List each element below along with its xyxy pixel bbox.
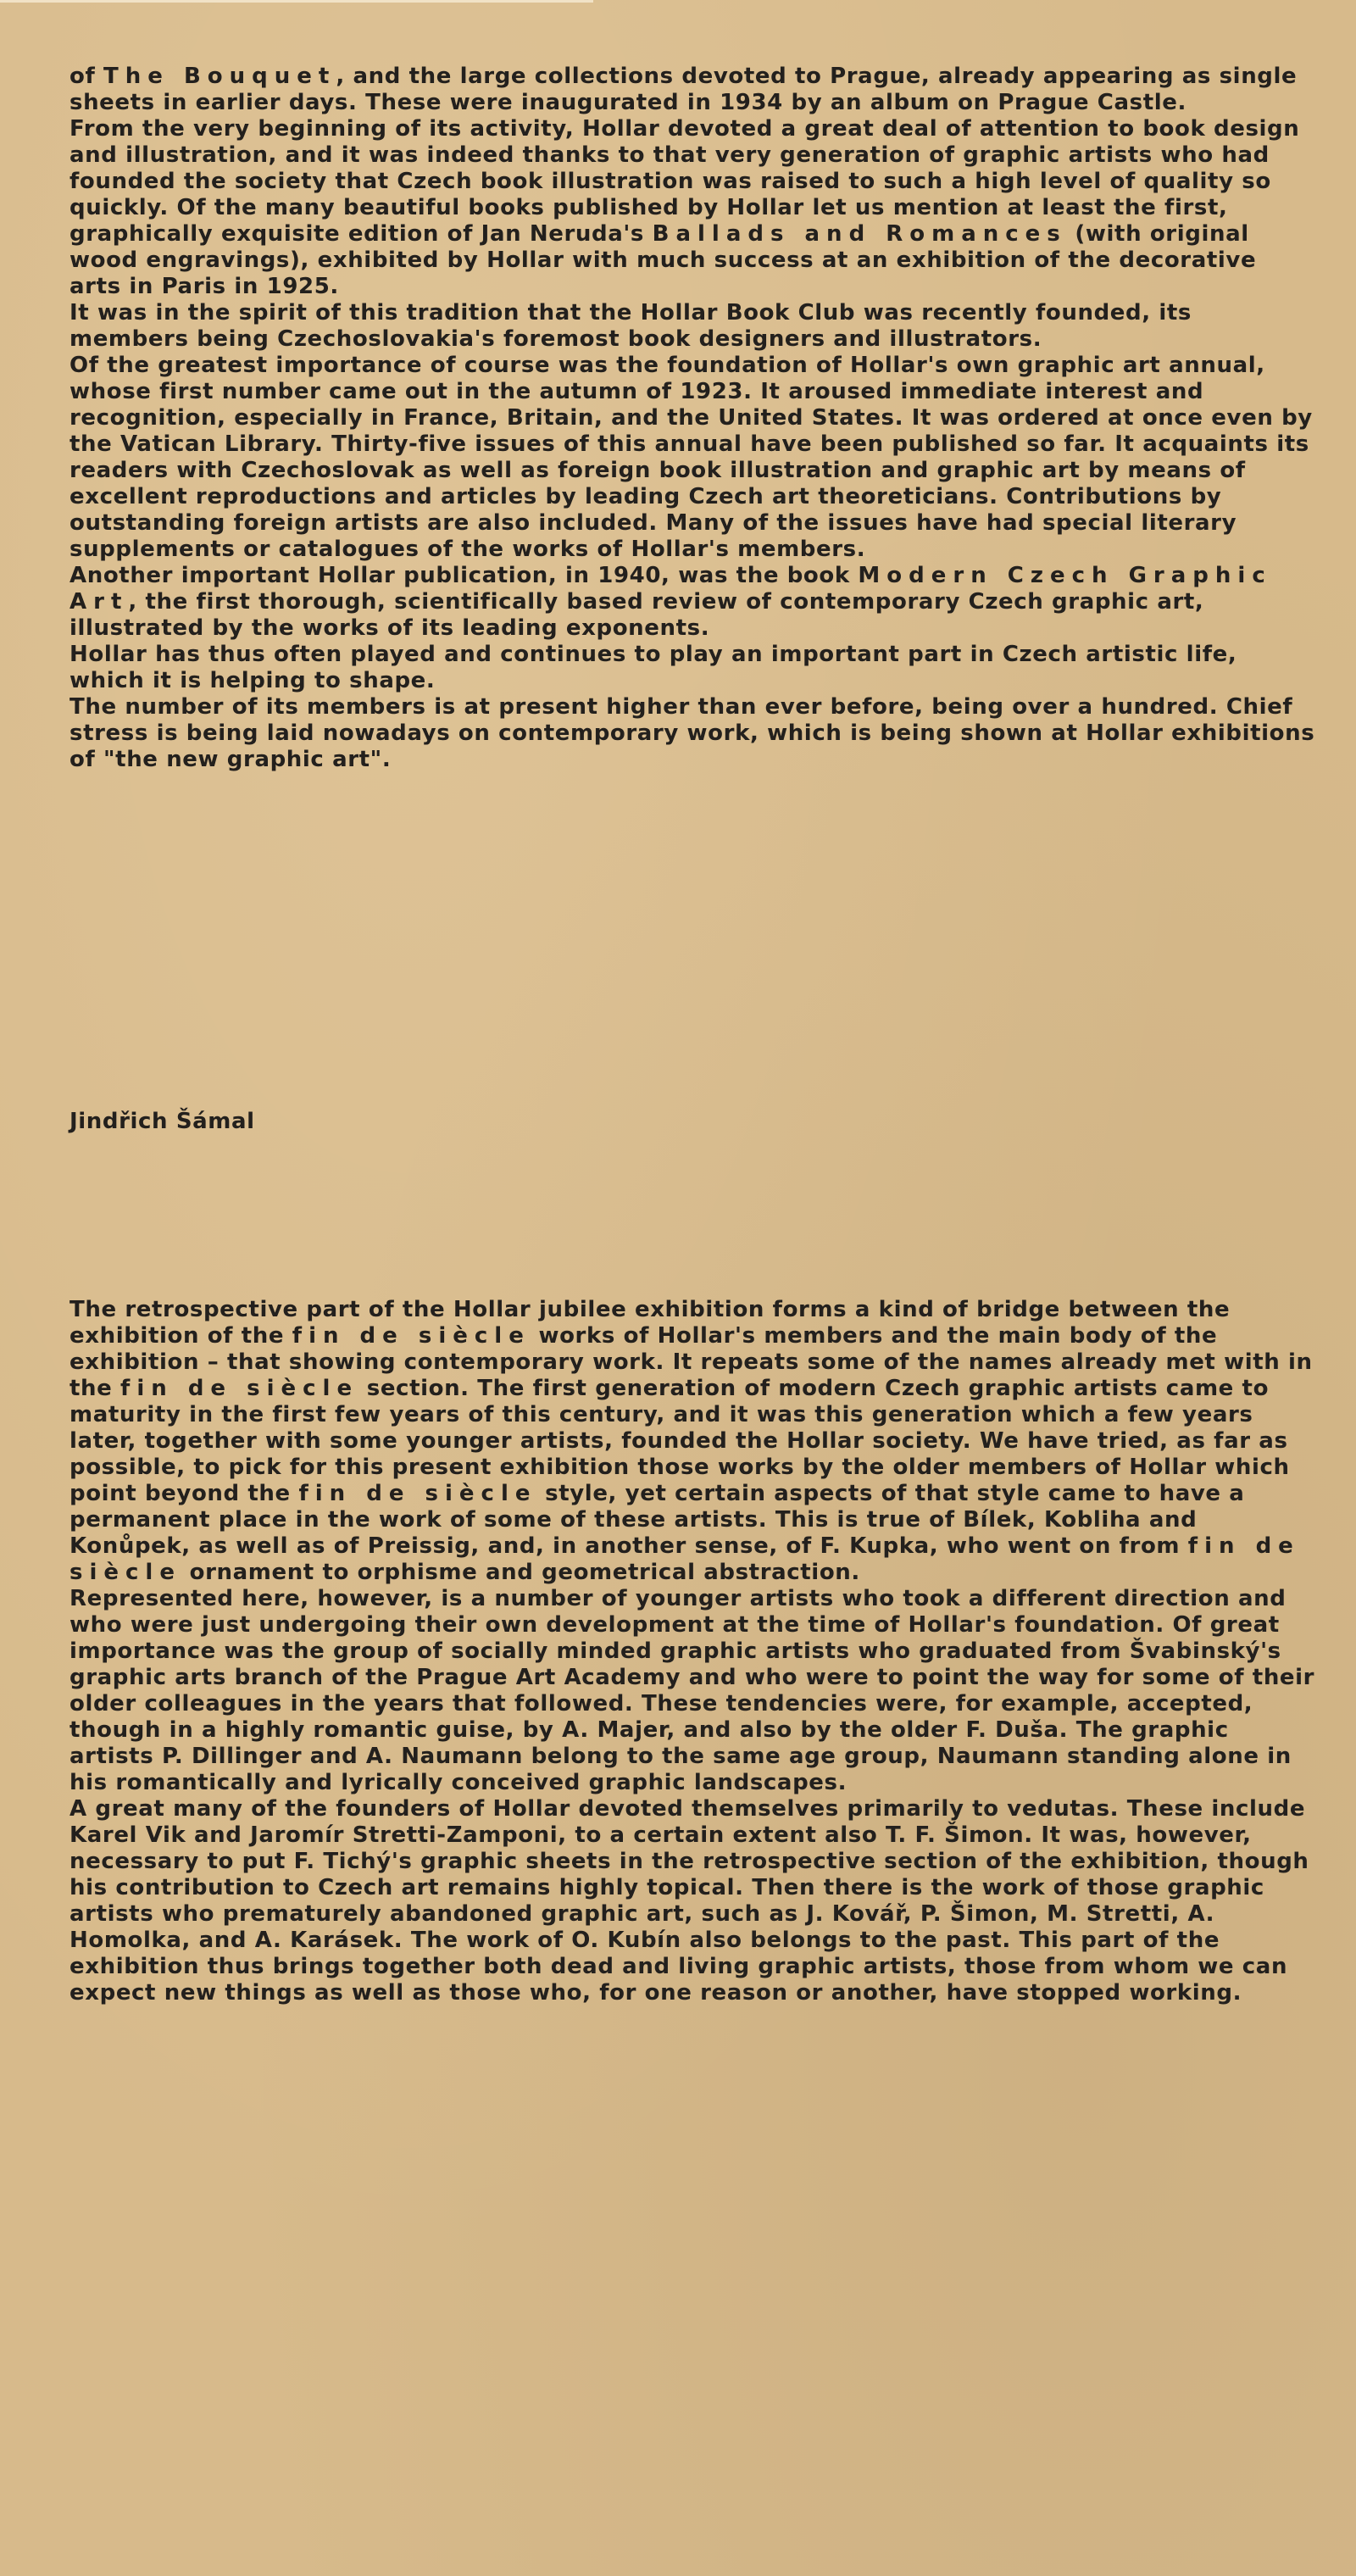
top-edge-rule	[0, 0, 593, 3]
spaced-title: Ballads and Romances	[652, 221, 1067, 247]
text-run: style, yet certain aspects of that style came to have a permanent place in the work of some of these artists. This is true of Bílek, Kobliha and Konůpek, as well as of Preissig, and, in another sense, of F. Kupka, who went on from	[69, 1481, 1245, 1559]
text-run: , and the large collections devoted to Prague, already appearing as single sheets in earlier days. These were inaugurated in 1934 by an album on Prague Castle.	[69, 64, 1298, 115]
spaced-term: fin de siècle	[69, 1533, 1300, 1585]
paragraph	[69, 1297, 1315, 1586]
spaced-title: The Bouquet	[103, 64, 336, 89]
text-run: Another important Hollar publication, in 1940, was the book	[69, 563, 859, 588]
spaced-term: fin de siècle	[292, 1323, 531, 1349]
text-run: The number of its members is at present higher than ever before, being over a hundred. Chief stress is being laid nowadays on contemporary work, which is being shown at Hollar exhibitions of "the new graphic art".	[69, 694, 1315, 772]
text-run: Represented here, however, is a number of younger artists who took a different direction and who were just undergoing their own development at the time of Hollar's foundation. Of great importance was the group of socially minded graphic artists who graduated from Švabinský's graphic arts branch of the Prague Art Academy and who were to point the way for some of their older colleagues in the years that followed. These tendencies were, for example, accepted, though in a highly romantic guise, by A. Majer, and also by the older F. Duša. The graphic artists P. Dillinger and A. Naumann belong to the same age group, Naumann standing alone in his romantically and lyrically conceived graphic landscapes.	[69, 1586, 1315, 1795]
text-run: A great many of the founders of Hollar devoted themselves primarily to vedutas. These include Karel Vik and Jaromír Stretti-Zamponi, to a certain extent also T. F. Šimon. It was, however, necessary to put F. Tichý's graphic sheets in the retrospective section of the exhibition, though his contribution to Czech art remains highly topical. Then there is the work of those graphic artists who prematurely abandoned graphic art, such as J. Kovář, P. Šimon, M. Stretti, A. Homolka, and A. Karásek. The work of O. Kubín also belongs to the past. This part of the exhibition thus brings together both dead and living graphic artists, those from whom we can expect new things as well as those who, for one reason or another, have stopped working.	[69, 1796, 1309, 2006]
paragraph	[69, 1796, 1315, 2006]
paragraph	[69, 116, 1315, 300]
text-run: From the very beginning of its activity, Hollar devoted a great deal of attention to book design and illustration, and it was indeed thanks to that very generation of graphic artists who had founded the society that Czech book illustration was raised to such a high level of quality so quickly. Of the many beautiful books published by Hollar let us mention at least the first, graphically exquisite edition of Jan Neruda's	[69, 116, 1300, 247]
text-run: , the first thorough, scientifically based review of contemporary Czech graphic art, illustrated by the works of its leading exponents.	[69, 589, 1204, 641]
text-section-hollar-publications	[69, 64, 1315, 773]
paragraph	[69, 563, 1315, 642]
paragraph	[69, 694, 1315, 773]
text-run: section. The first generation of modern Czech graphic artists came to maturity in the first few years of this century, and it was this generation which a few years later, together with some younger artists, founded the Hollar society. We have tried, as far as possible, to pick for this present exhibition those works by the older members of Hollar which point beyond the	[69, 1376, 1290, 1506]
paragraph	[69, 353, 1315, 563]
spaced-term: fin de siècle	[120, 1376, 359, 1401]
author-name: Jindřich Šámal	[69, 1109, 255, 1134]
text-run: Of the greatest importance of course was the foundation of Hollar's own graphic art annual, whose first number came out in the autumn of 1923. It aroused immediate interest and recognition, especially in France, Britain, and the United States. It was ordered at once even by the Vatican Library. Thirty-five issues of this annual have been published so far. It acquaints its readers with Czechoslovak as well as foreign book illustration and graphic art by means of excellent reproductions and articles by leading Czech art theoreticians. Contributions by outstanding foreign artists are also included. Many of the issues have had special literary supplements or catalogues of the works of Hollar's members.	[69, 353, 1313, 562]
paragraph	[69, 64, 1315, 116]
paragraph	[69, 642, 1315, 694]
text-section-retrospective	[69, 1297, 1315, 2006]
author-signature	[69, 1109, 1315, 1135]
text-run: Hollar has thus often played and continues to play an important part in Czech artistic life, which it is helping to shape.	[69, 642, 1237, 693]
paragraph	[69, 1586, 1315, 1796]
text-run: It was in the spirit of this tradition that the Hollar Book Club was recently founded, its members being Czechoslovakia's foremost book designers and illustrators.	[69, 300, 1192, 352]
spaced-title: Modern Czech Graphic Art	[69, 563, 1272, 615]
spaced-term: fin de siècle	[298, 1481, 537, 1506]
text-run: (with original wood engravings), exhibited by Hollar with much success at an exhibition of the decorative arts in Paris in 1925.	[69, 221, 1257, 299]
text-run: ornament to orphisme and geometrical abstraction.	[181, 1560, 860, 1585]
text-run: works of Hollar's members and the main body of the exhibition – that showing contemporary work. It repeats some of the names already met with in the	[69, 1323, 1313, 1401]
text-run: The retrospective part of the Hollar jubilee exhibition forms a kind of bridge between the exhibition of the	[69, 1297, 1231, 1349]
text-run: of	[69, 64, 104, 89]
paragraph	[69, 300, 1315, 353]
